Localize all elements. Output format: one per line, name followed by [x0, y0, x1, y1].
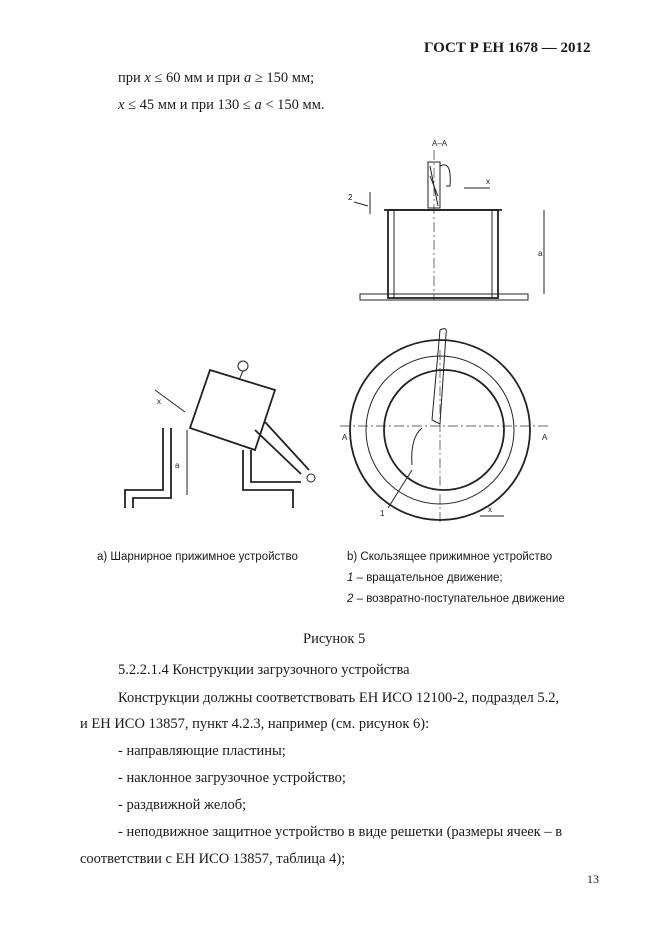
- section-a-label: a: [538, 249, 543, 258]
- page-number: 13: [587, 872, 599, 886]
- sliding-device-drawing: [340, 320, 570, 530]
- paragraph-line-1: Конструкции должны соответствовать ЕН ИСО 12100-2, подраздел 5.2,: [118, 690, 560, 706]
- callout-2-label: 2: [348, 193, 353, 202]
- hinged-a-label: a: [175, 461, 180, 470]
- caption-a: а) Шарнирное прижимное устройство: [97, 551, 298, 563]
- list-item: - раздвижной желоб;: [118, 797, 247, 813]
- condition-line-1: при x ≤ 60 мм и при a ≥ 150 мм;: [118, 70, 315, 86]
- list-item: - направляющие пластины;: [118, 743, 286, 759]
- list-item: - наклонное загрузочное устройство;: [118, 770, 346, 786]
- section-right-label: A: [542, 433, 548, 442]
- section-heading: 5.2.2.1.4 Конструкции загрузочного устройства: [118, 662, 410, 678]
- legend-item-1: 1 – вращательное движение;: [347, 572, 503, 584]
- document-header: ГОСТ Р ЕН 1678 — 2012: [424, 40, 591, 56]
- paragraph-line-2: и ЕН ИСО 13857, пункт 4.2.3, например (см. рисунок 6):: [80, 716, 430, 732]
- section-x-label: x: [486, 177, 490, 186]
- hinged-device-drawing: [115, 350, 335, 520]
- hinged-x-label: x: [157, 397, 161, 406]
- figure-title: Рисунок 5: [303, 631, 366, 647]
- caption-b: b) Скользящее прижимное устройство: [347, 551, 553, 563]
- section-label: A–A: [432, 139, 448, 148]
- legend-item-2: 2 – возвратно-поступательное движение: [347, 593, 565, 605]
- condition-line-2: x ≤ 45 мм и при 130 ≤ a < 150 мм.: [118, 97, 325, 113]
- list-item: - неподвижное защитное устройство в виде решетки (размеры ячеек – в: [118, 824, 563, 840]
- section-left-label: A: [342, 433, 348, 442]
- plan-x-label: x: [488, 505, 492, 514]
- callout-1-label: 1: [380, 509, 385, 518]
- list-item-continuation: соответствии с ЕН ИСО 13857, таблица 4);: [80, 851, 346, 867]
- section-view-drawing: [340, 130, 570, 310]
